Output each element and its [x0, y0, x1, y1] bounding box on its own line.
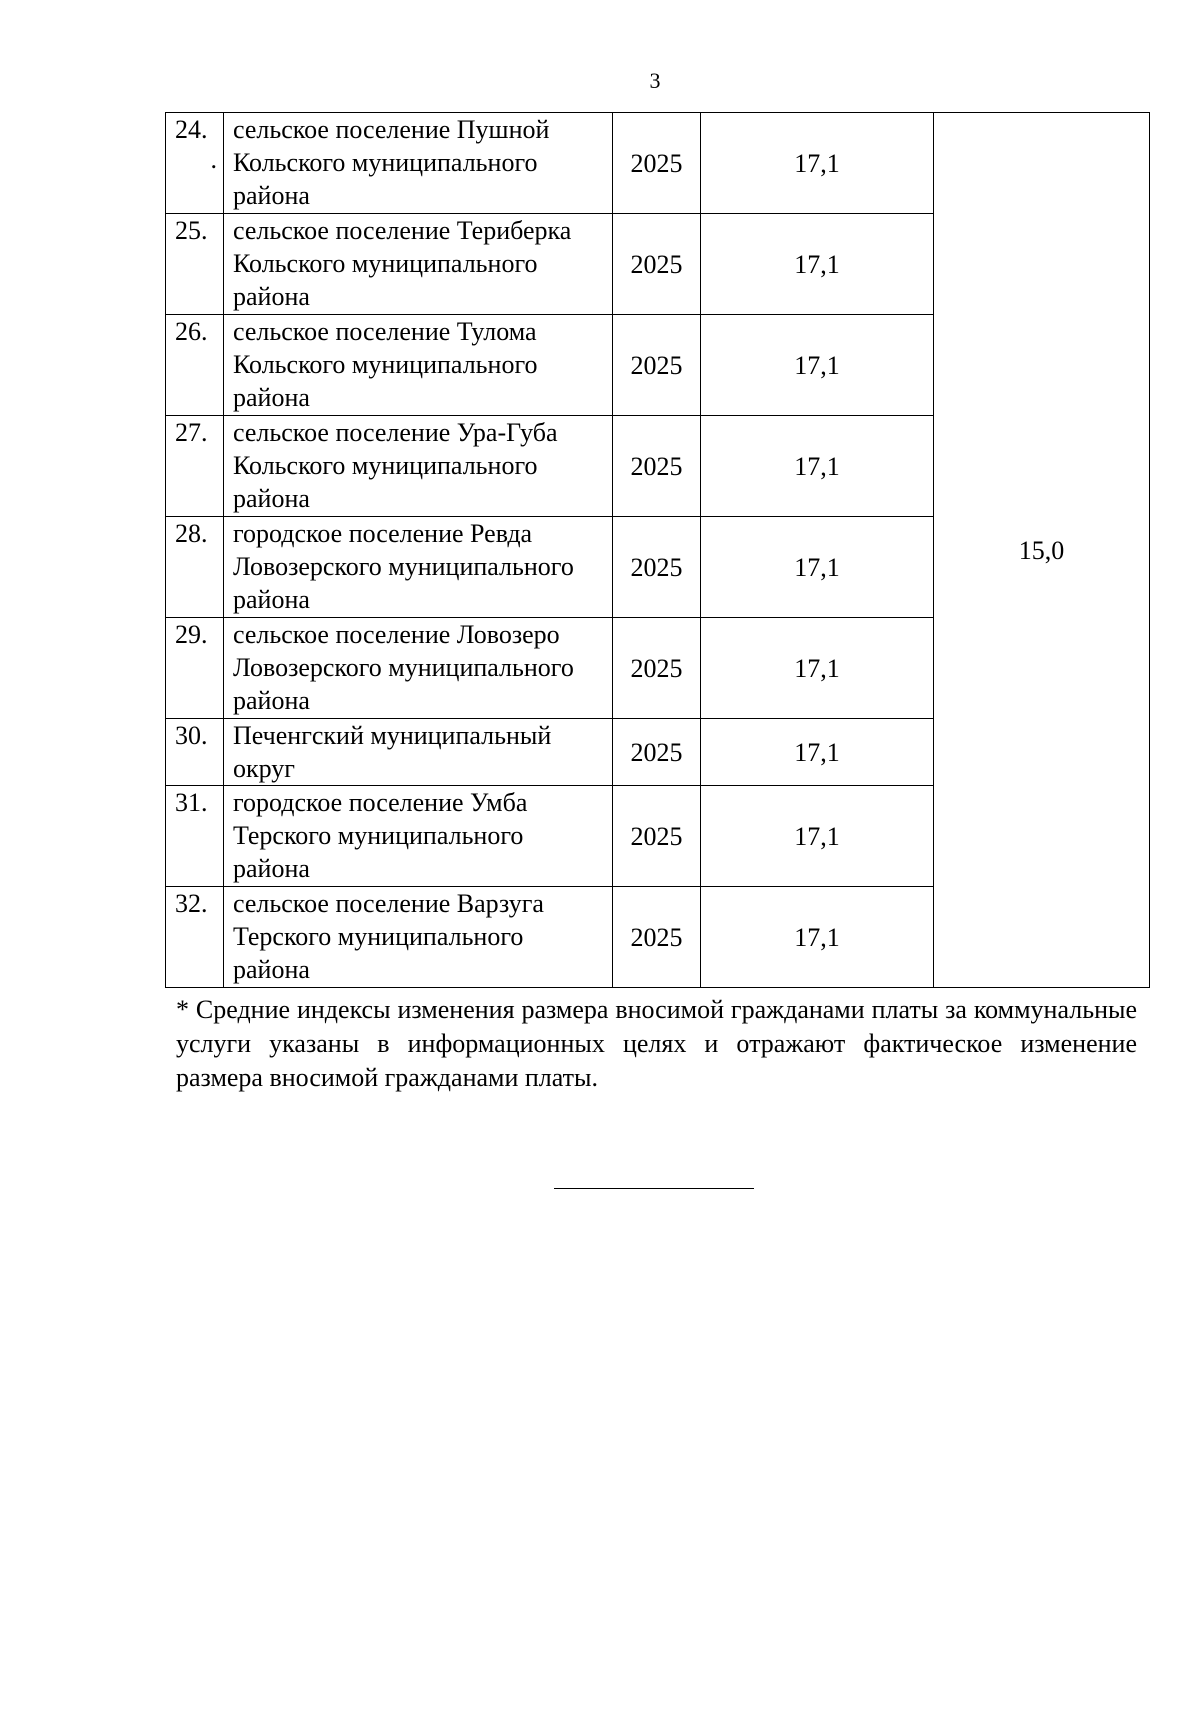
row-number: 27. [175, 418, 208, 447]
row-number-cell [166, 315, 224, 416]
row-number-cell [166, 113, 224, 214]
row-number-cell [166, 887, 224, 988]
index-table [165, 112, 1150, 988]
index-value-cell: 17,1 [701, 113, 934, 214]
year-cell: 2025 [613, 113, 701, 214]
municipality-name: сельское поселение Варзуга Терского муниципального района [224, 887, 613, 988]
municipality-name: сельское поселение Териберка Кольского муниципального района [224, 214, 613, 315]
row-number-cell [166, 214, 224, 315]
municipality-name: сельское поселение Ловозеро Ловозерского муниципального района [224, 618, 613, 719]
year-cell: 2025 [613, 416, 701, 517]
index-value-cell: 17,1 [701, 887, 934, 988]
row-number: 32. [175, 889, 208, 918]
page-number: 3 [649, 68, 661, 93]
year-cell: 2025 [613, 618, 701, 719]
row-number: 28. [175, 519, 208, 548]
row-number: 26. [175, 317, 208, 346]
row-number: 25. [175, 216, 208, 245]
row-number: 30. [175, 721, 208, 750]
row-number-cell [166, 786, 224, 887]
index-value-cell: 17,1 [701, 416, 934, 517]
year-cell: 2025 [613, 517, 701, 618]
table-row [166, 113, 1150, 214]
row-number-cell [166, 416, 224, 517]
index-value-cell: 17,1 [701, 315, 934, 416]
row-number-extra: . [210, 145, 217, 174]
row-number: 29. [175, 620, 208, 649]
municipality-name: городское поселение Умба Терского муниципального района [224, 786, 613, 887]
municipality-name: сельское поселение Ура-Губа Кольского муниципального района [224, 416, 613, 517]
row-number-cell [166, 719, 224, 786]
index-value-cell: 17,1 [701, 786, 934, 887]
year-cell: 2025 [613, 719, 701, 786]
year-cell: 2025 [613, 315, 701, 416]
index-value-cell: 17,1 [701, 618, 934, 719]
row-number-cell [166, 618, 224, 719]
row-number: 31. [175, 788, 208, 817]
year-cell: 2025 [613, 786, 701, 887]
row-number-cell [166, 517, 224, 618]
row-number: 24. [175, 115, 208, 144]
index-value-cell: 17,1 [701, 719, 934, 786]
municipality-name: городское поселение Ревда Ловозерского муниципального района [224, 517, 613, 618]
year-cell: 2025 [613, 887, 701, 988]
year-cell: 2025 [613, 214, 701, 315]
index-value-cell: 17,1 [701, 517, 934, 618]
municipality-name: сельское поселение Тулома Кольского муниципального района [224, 315, 613, 416]
index-value-cell: 17,1 [701, 214, 934, 315]
municipality-name: Печенгский муниципальный округ [224, 719, 613, 786]
municipality-name: сельское поселение Пушной Кольского муниципального района [224, 113, 613, 214]
footnote: * Средние индексы изменения размера вносимой гражданами платы за коммунальные услуги указаны в информационных целях и отражают фактическое изменение размера вносимой гражданами платы. [176, 995, 1137, 1092]
end-divider [554, 1188, 754, 1189]
merged-average-cell: 15,0 [934, 113, 1150, 988]
